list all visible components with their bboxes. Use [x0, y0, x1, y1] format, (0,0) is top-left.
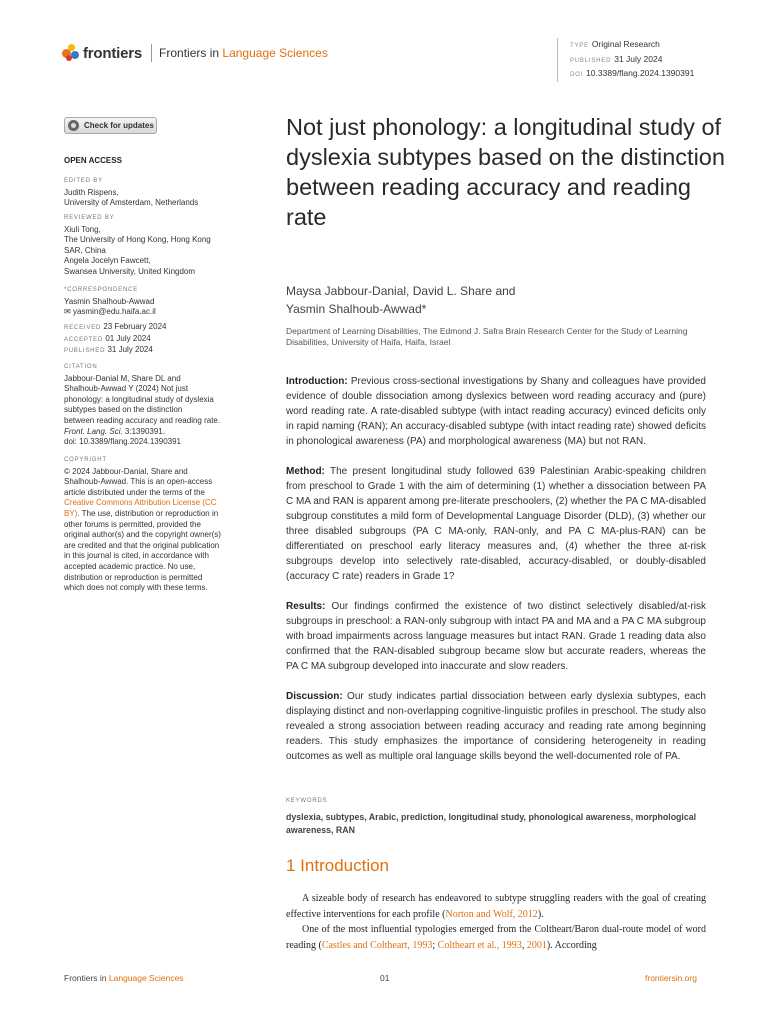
edited-by: EDITED BY Judith Rispens, University of Amsterdam, Netherlands: [64, 178, 199, 208]
sidebar: [64, 156, 244, 167]
citation: CITATION Jabbour-Danial M, Share DL and Shalhoub-Awwad Y (2024) Not just phonology: a longitudinal study of dyslexia subtypes based on the distinction between reading accuracy and reading rate. Front. Lang. Sci. 3:1390391. doi: 10.3389/flang.2024.1390391: [64, 362, 244, 448]
ref-link[interactable]: Castles and Coltheart, 1993: [321, 939, 433, 951]
ref-link[interactable]: 2001: [526, 939, 547, 951]
reviewed-by: REVIEWED BY Xiuli Tong, The University of Hong Kong, Hong Kong SAR, China Angela Jocelyn Fawcett, Swansea University, United Kingdom: [64, 215, 211, 276]
crossmark-icon: [68, 120, 79, 131]
affiliation: Department of Learning Disabilities, The Edmond J. Safra Brain Research Center for the Study of Learning Disabilities, University of Haifa, Haifa, Israel: [286, 326, 688, 347]
check-for-updates-button[interactable]: Check for updates: [64, 117, 157, 134]
copyright: COPYRIGHT © 2024 Jabbour-Danial, Share and Shalhoub-Awwad. This is an open-access article distributed under the terms of the Creative Commons Attribution License (CC BY). The use, distribution or reproduction in other forums is permitted, provided the original author(s) and the copyright owner(s) are credited and that the original publication in this journal is cited, in accordance with accepted academic practice. No use, distribution or reproduction is permitted which does not comply with these terms.: [64, 457, 221, 593]
ref-link[interactable]: Coltheart et al., 1993: [437, 939, 522, 951]
dates: RECEIVED 23 February 2024 ACCEPTED 01 July 2024 PUBLISHED 31 July 2024: [64, 322, 167, 355]
footer-site-link[interactable]: frontiersin.org: [645, 973, 697, 983]
published-date: 31 July 2024: [614, 53, 663, 64]
correspondence-email[interactable]: yasmin@edu.haifa.ac.il: [72, 307, 156, 317]
license-link-cont[interactable]: BY): [64, 508, 78, 518]
footer-journal: Frontiers in Language Sciences: [64, 973, 184, 983]
license-link[interactable]: Creative Commons Attribution License (CC: [64, 498, 217, 508]
keywords: dyslexia, subtypes, Arabic, prediction, longitudinal study, phonological awareness, morphological awareness, RAN: [286, 812, 697, 835]
citation-doi[interactable]: doi: 10.3389/flang.2024.1390391: [64, 437, 181, 447]
section-heading: 1 Introduction: [286, 856, 390, 875]
abstract-introduction: Introduction: Previous cross-sectional investigations by Shany and colleagues have provided evidence of double dissociation among dyslexics between word reading accuracy and (pure) word reading rate. A rate-disabled subtype (with intact reading accuracy) evinced deficits only in rapid naming (RAN); An accuracy-disabled subtype (with intact reading rate) showed deficits in phonological awareness (PA) and morphological awareness (MA) but not RAN.: [286, 376, 706, 447]
correspondence: *CORRESPONDENCE Yasmin Shalhoub-Awwad ✉ yasmin@edu.haifa.ac.il: [64, 287, 156, 317]
doi-link[interactable]: 10.3389/flang.2024.1390391: [586, 68, 695, 78]
brand-name: frontiers: [83, 44, 143, 62]
abstract-results: Results: Our findings confirmed the existence of two distinct selectively disabled/at-risk subgroups in preschool: a RAN-only subgroup with intact PA and MA and a PA C MA subgroup with broad impairments across language measures but intact RAN. Grade 1 reading data also confirmed that the RAN-disabled subgroup became slow but accurate readers, whereas the PA C MA subgroup developed into inaccurate and slow readers.: [286, 601, 706, 672]
article-meta: TYPE Original Research PUBLISHED 31 July 2024 DOI 10.3389/flang.2024.1390391: [557, 38, 694, 82]
frontiers-logo-icon: [62, 44, 80, 62]
article-type: Original Research: [591, 39, 660, 49]
keywords-label: KEYWORDS: [286, 798, 328, 804]
intro-paragraph-2: One of the most influential typologies emerged from the Coltheart/Baron dual-route model of word reading (Castles and Coltheart, 1993; Coltheart et al., 1993, 2001). According: [286, 924, 706, 951]
open-access-label: OPEN ACCESS: [64, 156, 122, 165]
article-title: Not just phonology: a longitudinal study of dyslexia subtypes based on the distinction between reading accuracy and reading rate: [286, 114, 725, 230]
journal-logo[interactable]: [62, 42, 328, 64]
author-list: Maysa Jabbour-Danial, David L. Share and Yasmin Shalhoub-Awwad*: [286, 284, 516, 316]
journal-title: Frontiers in Language Sciences: [159, 46, 328, 60]
abstract-method: Method: The present longitudinal study followed 639 Palestinian Arabic-speaking children from preschool to Grade 1 with the aim of determining (1) whether a dissociation between PA C MA and RAN is apparent among pre-literate preschoolers, (2) whether the PA C MA-disabled subgroup constitutes a mild form of Developmental Language Disorder (DLD), (3) whether our three disabled subgroups (PA C MA-only, RAN-only, and PA C MA-plus-RAN) can be differentiated on preschool early literacy measures and, (4) whether the three at-risk subgroups develop into selectively rate-disabled, accuracy-disabled, or doubly-disabled (accuracy C rate) readers in Grade 1?: [286, 466, 707, 582]
logo-divider: [151, 44, 152, 62]
page-number: 01: [380, 973, 390, 983]
ref-link[interactable]: Norton and Wolf, 2012: [445, 908, 538, 920]
intro-paragraph-1: A sizeable body of research has endeavored to subtype struggling readers with the goal of creating effective interventions for each profile (Norton and Wolf, 2012).: [286, 893, 706, 920]
abstract-discussion: Discussion: Our study indicates partial dissociation between early dyslexia subtypes, each displaying distinct and non-overlapping cognitive-linguistic profiles in preschool. The study also revealed a strong association between reading accuracy and reading rate among beginning readers. This study emphasizes the importance of considering heterogeneity in reading outcomes as well as multiple oral language skills beyond the well-documented role of PA.: [286, 691, 706, 762]
email-icon: ✉: [64, 307, 71, 317]
